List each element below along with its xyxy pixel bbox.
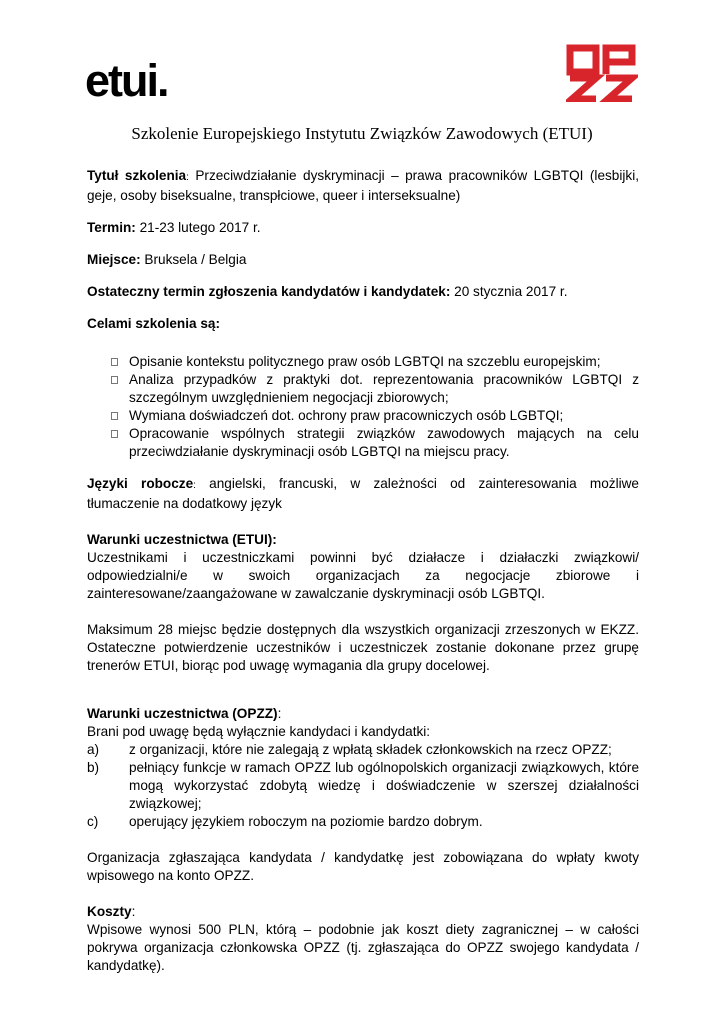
list-item: Opracowanie wspólnych strategii związków zawodowych mających na celu przeciwdziałanie dyskryminacji osób LGBTQI na miejscu pracy. [111, 425, 639, 461]
checkbox-bullet-icon [111, 412, 118, 420]
place [87, 251, 639, 269]
etui-conditions-para1: Uczestnikami i uczestniczkami powinni być działacze i działaczki związkowi/ odpowiedzialni/e w swoich organizacjach za negocjacje zbiorowe i zainteresowane/zaangażowane w zawalczanie dyskryminacji osób LGBTQI. [87, 550, 639, 601]
training-title-label: Tytuł szkolenia [87, 168, 187, 183]
opzz-conditions-intro: Brani pod uwagę będą wyłącznie kandydaci i kandydatki: [87, 724, 431, 739]
checkbox-bullet-icon [111, 376, 118, 384]
costs-text: Wpisowe wynosi 500 PLN, którą – podobnie jak koszt diety zagranicznej – w całości pokrywa organizacja członkowska OPZZ (tj. zgłaszająca do OPZZ swojego kandydata / kandydatkę). [87, 922, 639, 973]
term-value: 21-23 lutego 2017 r. [135, 220, 261, 235]
etui-conditions-heading: Warunki uczestnictwa (ETUI): [87, 532, 277, 547]
languages: Języki robocze: angielski, francuski, w zależności od zainteresowania możliwe tłumaczenie na dodatkowy język [87, 476, 639, 511]
list-item: c) operujący językiem roboczym na poziomie bardzo dobrym. [87, 814, 483, 829]
languages-value: angielski, francuski, w zależności od zainteresowania możliwe tłumaczenie na dodatkowy język [87, 476, 639, 511]
opzz-conditions-list [87, 741, 639, 831]
goals-list [87, 353, 639, 461]
etui-logo [85, 60, 195, 102]
list-item: a) z organizacji, które nie zalegają z wpłatą składek członkowskich na rzecz OPZZ; [87, 742, 612, 757]
training-title-value: Przeciwdziałanie dyskryminacji – prawa pracowników LGBTQI (lesbijki, geje, osoby biseksualne, transpłciowe, queer i interseksualne) [87, 168, 640, 203]
training-title: Tytuł szkolenia: Przeciwdziałanie dyskryminacji – prawa pracowników LGBTQI (lesbijki, geje, osoby biseksualne, transpłciowe, queer i interseksualne) [87, 168, 640, 203]
list-item: Wymiana doświadczeń dot. ochrony praw pracowniczych osób LGBTQI; [111, 407, 639, 425]
term-label: Termin: [87, 220, 136, 235]
costs-heading: Koszty: [87, 904, 136, 919]
etui-conditions-para2: Maksimum 28 miejsc będzie dostępnych dla wszystkich organizacji zrzeszonych w EKZZ. Ostateczne potwierdzenie uczestników i uczestniczek zostanie dokonane przez grupę trenerów ETUI, biorąc pod uwagę wymagania dla grupy docelowej. [87, 622, 639, 673]
opzz-conditions-note: Organizacja zgłaszająca kandydata / kandydatkę jest zobowiązana do wpłaty kwoty wpisowego na konto OPZZ. [87, 850, 639, 883]
deadline-label: Ostateczny termin zgłoszenia kandydatów i kandydatek: [87, 284, 451, 299]
languages-label: Języki robocze [87, 476, 194, 491]
document-body [87, 167, 639, 975]
deadline-value: 20 stycznia 2017 r. [450, 284, 568, 299]
opzz-logo [566, 44, 638, 102]
list-item: b) pełniący funkcje w ramach OPZZ lub ogólnopolskich organizacji związkowych, które mogą wykorzystać zdobytą wiedzę i doświadczenie w szerszej działalności związkowej; [87, 760, 639, 811]
list-item: Analiza przypadków z praktyki dot. reprezentowania pracowników LGBTQI z szczególnym uwzględnieniem negocjacji zbiorowych; [111, 371, 639, 407]
checkbox-bullet-icon [111, 430, 118, 438]
checkbox-bullet-icon [111, 358, 118, 366]
place-label: Miejsce: [87, 252, 141, 267]
svg-text:etui.: etui. [85, 60, 168, 102]
goals-heading: Celami szkolenia są: [87, 316, 220, 331]
place-value: Bruksela / Belgia [140, 252, 247, 267]
term [87, 219, 639, 237]
deadline [87, 283, 639, 301]
list-item: Opisanie kontekstu politycznego praw osób LGBTQI na szczeblu europejskim; [111, 353, 639, 371]
document-title: Szkolenie Europejskiego Instytutu Związków Zawodowych (ETUI) [131, 124, 593, 143]
opzz-conditions-heading: Warunki uczestnictwa (OPZZ): [87, 706, 282, 721]
